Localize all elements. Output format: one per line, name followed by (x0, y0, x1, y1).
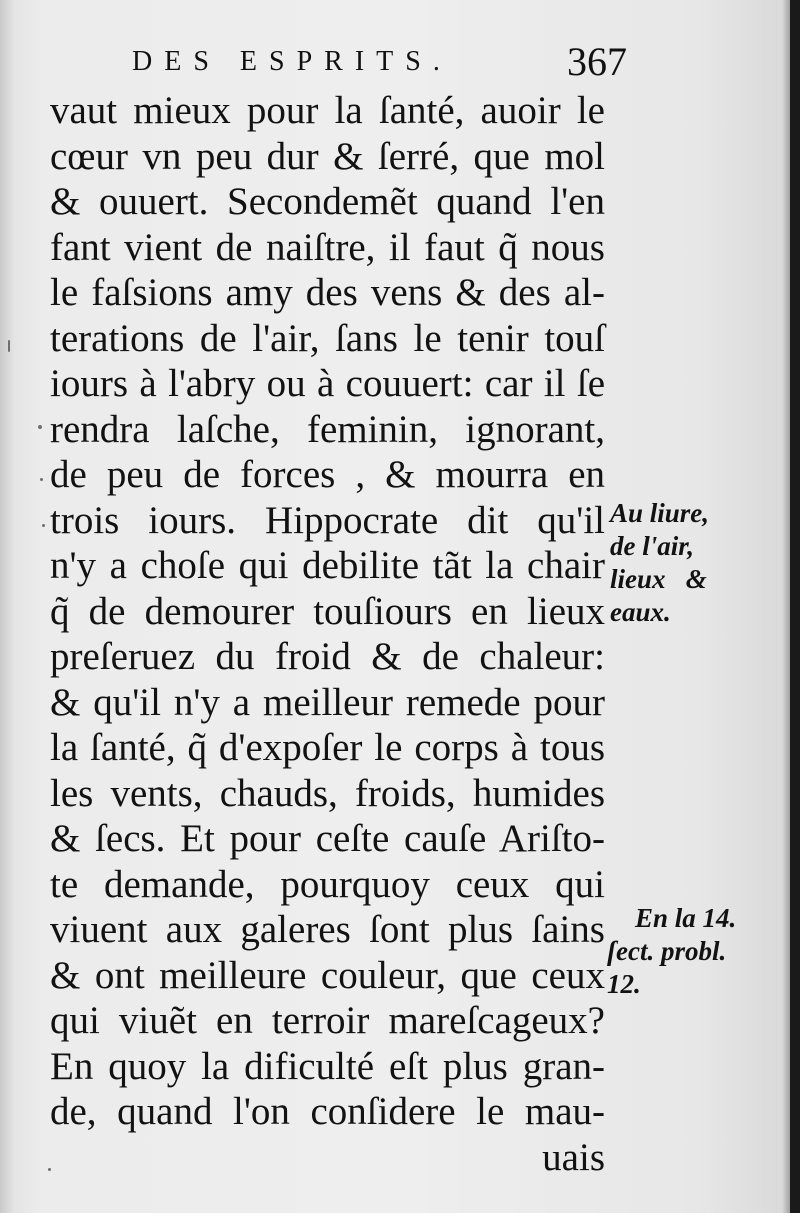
margin-note-line: ſect. probl. (607, 936, 727, 966)
text-line: & ont meilleure couleur, que ceux (50, 953, 605, 997)
text-line: rendra laſche, feminin, ignorant, (50, 407, 605, 451)
text-line: trois iours. Hippocrate dit qu'il (50, 498, 605, 542)
text-line: de, quand l'on conſidere le mau- (50, 1090, 605, 1133)
margin-note-line: lieux & (610, 564, 707, 594)
ink-speck (42, 524, 45, 527)
text-line: & qu'il n'y a meilleur remede pour (50, 680, 605, 724)
text-line: En quoy la dificulté eſt plus gran- (50, 1044, 605, 1088)
margin-note-line: 12. (607, 969, 641, 999)
text-line: iours à l'abry ou à couuert: car il ſe (50, 362, 605, 405)
running-head: DES ESPRITS. (132, 46, 452, 77)
ink-speck (40, 478, 43, 481)
text-line: vaut mieux pour la ſanté, auoir le (50, 89, 605, 132)
text-line: & ouuert. Secondemẽt quand l'en (50, 180, 605, 223)
text-line: les vents, chauds, froids, humides (50, 771, 605, 815)
text-line: cœur vn peu dur & ſerré, que mol (50, 134, 605, 178)
text-line: qui viuẽt en terroir mareſcageux? (50, 999, 605, 1042)
page-number: 367 (567, 39, 627, 84)
text-line: & ſecs. Et pour ceſte cauſe Ariſto- (50, 817, 605, 860)
body-text (50, 88, 605, 1180)
margin-note-line: eaux. (610, 597, 671, 627)
margin-note-line: de l'air, (610, 531, 695, 561)
text-line: viuent aux galeres ſont plus ſains (50, 908, 605, 951)
text-line: fant vient de naiſtre, il faut q̃ nous (50, 225, 605, 269)
ink-speck (48, 1168, 51, 1171)
text-line: te demande, pourquoy ceux qui (50, 862, 605, 906)
text-line: de peu de forces , & mourra en (50, 453, 605, 496)
text-line: preſeruez du froid & de chaleur: (50, 635, 605, 678)
margin-note-line: En la 14. (635, 903, 737, 933)
page-header (0, 38, 790, 88)
text-line: q̃ de demourer touſiours en lieux (50, 589, 605, 633)
catchword: uais (542, 1135, 605, 1179)
margin-note-hippocrates (610, 497, 709, 629)
text-line: le faſsions amy des vens & des al- (50, 271, 605, 314)
ink-speck (38, 425, 42, 429)
text-line: la ſanté, q̃ d'expoſer le corps à tous (50, 726, 605, 769)
text-line: n'y a choſe qui debilite tãt la chair (50, 544, 605, 587)
ink-speck (8, 340, 10, 352)
margin-note-aristotle (607, 902, 736, 1001)
text-line: terations de l'air, ſans le tenir touſ (50, 316, 605, 360)
margin-note-line: Au liure, (610, 498, 710, 528)
